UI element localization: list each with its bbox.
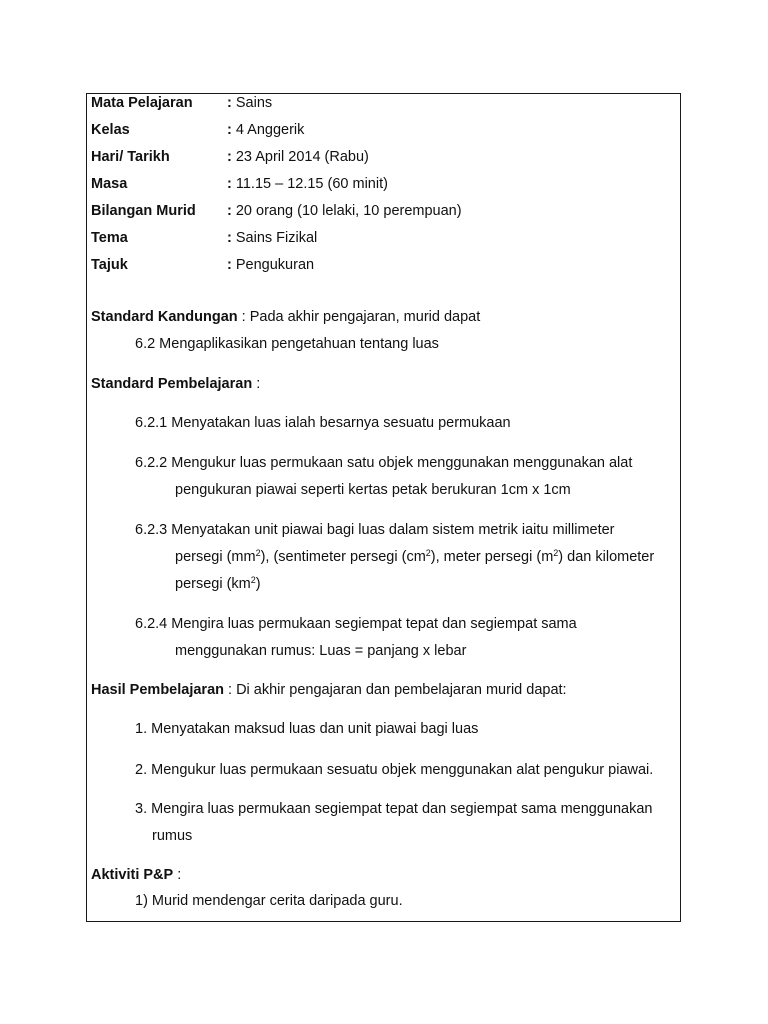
info-value-date: : 23 April 2014 (Rabu) [227,149,369,165]
info-label-topic: Tajuk [91,257,128,273]
standard-kandungan-item: 6.2 Mengaplikasikan pengetahuan tentang luas [135,336,439,352]
hasil-pembelajaran-heading: Hasil Pembelajaran : Di akhir pengajaran dan pembelajaran murid dapat: [91,682,567,698]
aktiviti-item-1: 1) Murid mendengar cerita daripada guru. [135,893,403,909]
info-value-class: : 4 Anggerik [227,122,305,138]
info-value-theme: : Sains Fizikal [227,230,318,246]
info-label-time: Masa [91,176,128,192]
sp-item-6-2-2-line1: 6.2.2 Mengukur luas permukaan satu objek menggunakan menggunakan alat [135,455,633,471]
standard-kandungan-heading: Standard Kandungan : Pada akhir pengajaran, murid dapat [91,309,481,325]
hasil-item-3-line1: 3. Mengira luas permukaan segiempat tepat dan segiempat sama menggunakan [135,801,653,817]
info-label-subject: Mata Pelajaran [91,95,193,111]
sp-item-6-2-4-line1: 6.2.4 Mengira luas permukaan segiempat tepat dan segiempat sama [135,616,577,632]
info-value-topic: : Pengukuran [227,257,315,273]
hasil-item-3-line2: rumus [152,828,193,844]
info-value-subject: : Sains [227,95,273,111]
info-value-students: : 20 orang (10 lelaki, 10 perempuan) [227,203,462,219]
sp-item-6-2-2-line2: pengukuran piawai seperti kertas petak berukuran 1cm x 1cm [175,482,571,498]
info-value-time: : 11.15 – 12.15 (60 minit) [227,176,388,192]
info-label-theme: Tema [91,230,128,246]
aktiviti-heading: Aktiviti P&P : [91,867,182,883]
sp-item-6-2-4-line2: menggunakan rumus: Luas = panjang x lebar [175,643,467,659]
sp-item-6-2-3-line2: persegi $(mm^2)$, (sentimeter persegi $(cm^2)$, meter persegi $(m^2)$ dan kilometer [175,548,655,565]
sp-item-6-2-3-line1: 6.2.3 Menyatakan unit piawai bagi luas dalam sistem metrik iaitu millimeter [135,522,615,538]
hasil-item-2: 2. Mengukur luas permukaan sesuatu objek menggunakan alat pengukur piawai. [135,762,654,778]
sp-item-6-2-3-line3: persegi $(km^2)$ [175,575,261,592]
info-label-date: Hari/ Tarikh [91,149,170,165]
standard-pembelajaran-heading: Standard Pembelajaran : [91,376,261,392]
info-label-class: Kelas [91,122,130,138]
sp-item-6-2-1: 6.2.1 Menyatakan luas ialah besarnya sesuatu permukaan [135,415,511,431]
info-label-students: Bilangan Murid [91,203,196,219]
hasil-item-1: 1. Menyatakan maksud luas dan unit piawai bagi luas [135,721,479,737]
